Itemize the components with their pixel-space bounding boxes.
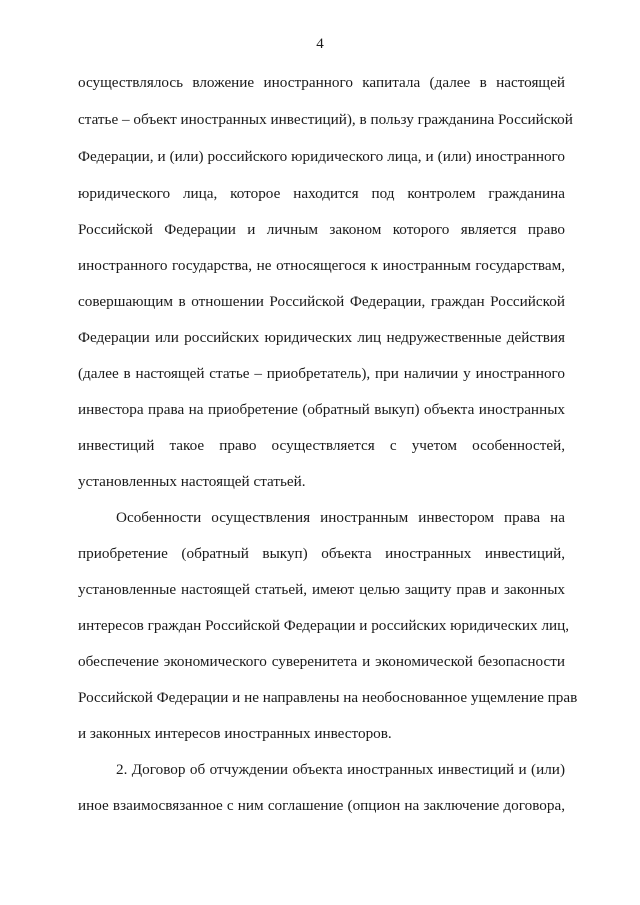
text-line: статье – объект иностранных инвестиций), в пользу гражданина Российской (78, 111, 573, 128)
text-line: 2. Договор об отчуждении объекта иностранных инвестиций и (или) (116, 761, 565, 778)
text-line: инвестора права на приобретение (обратный выкуп) объекта иностранных (78, 401, 565, 418)
text-line: приобретение (обратный выкуп) объекта иностранных инвестиций, (78, 545, 565, 562)
page-number: 4 (316, 36, 324, 52)
text-line: установленных настоящей статьей. (78, 473, 306, 490)
text-line: юридического лица, которое находится под контролем гражданина (78, 185, 565, 202)
text-line: установленные настоящей статьей, имеют целью защиту прав и законных (78, 581, 565, 598)
text-line: Федерации или российских юридических лиц недружественные действия (78, 329, 565, 346)
text-line: совершающим в отношении Российской Федерации, граждан Российской (78, 293, 565, 310)
text-line: Федерации, и (или) российского юридического лица, и (или) иностранного (78, 148, 565, 165)
text-line: Особенности осуществления иностранным инвестором права на (116, 509, 565, 526)
text-line: и законных интересов иностранных инвесторов. (78, 725, 392, 742)
text-line: иное взаимосвязанное с ним соглашение (опцион на заключение договора, (78, 797, 565, 814)
text-line: обеспечение экономического суверенитета и экономической безопасности (78, 653, 565, 670)
text-line: (далее в настоящей статье – приобретатель), при наличии у иностранного (78, 365, 565, 382)
text-line: иностранного государства, не относящегося к иностранным государствам, (78, 257, 565, 274)
text-line: Российской Федерации и личным законом которого является право (78, 221, 565, 238)
text-line: Российской Федерации и не направлены на необоснованное ущемление прав (78, 689, 578, 706)
text-line: интересов граждан Российской Федерации и российских юридических лиц, (78, 617, 570, 634)
text-line: осуществлялось вложение иностранного капитала (далее в настоящей (78, 74, 565, 91)
text-line: инвестиций такое право осуществляется с учетом особенностей, (78, 437, 565, 454)
